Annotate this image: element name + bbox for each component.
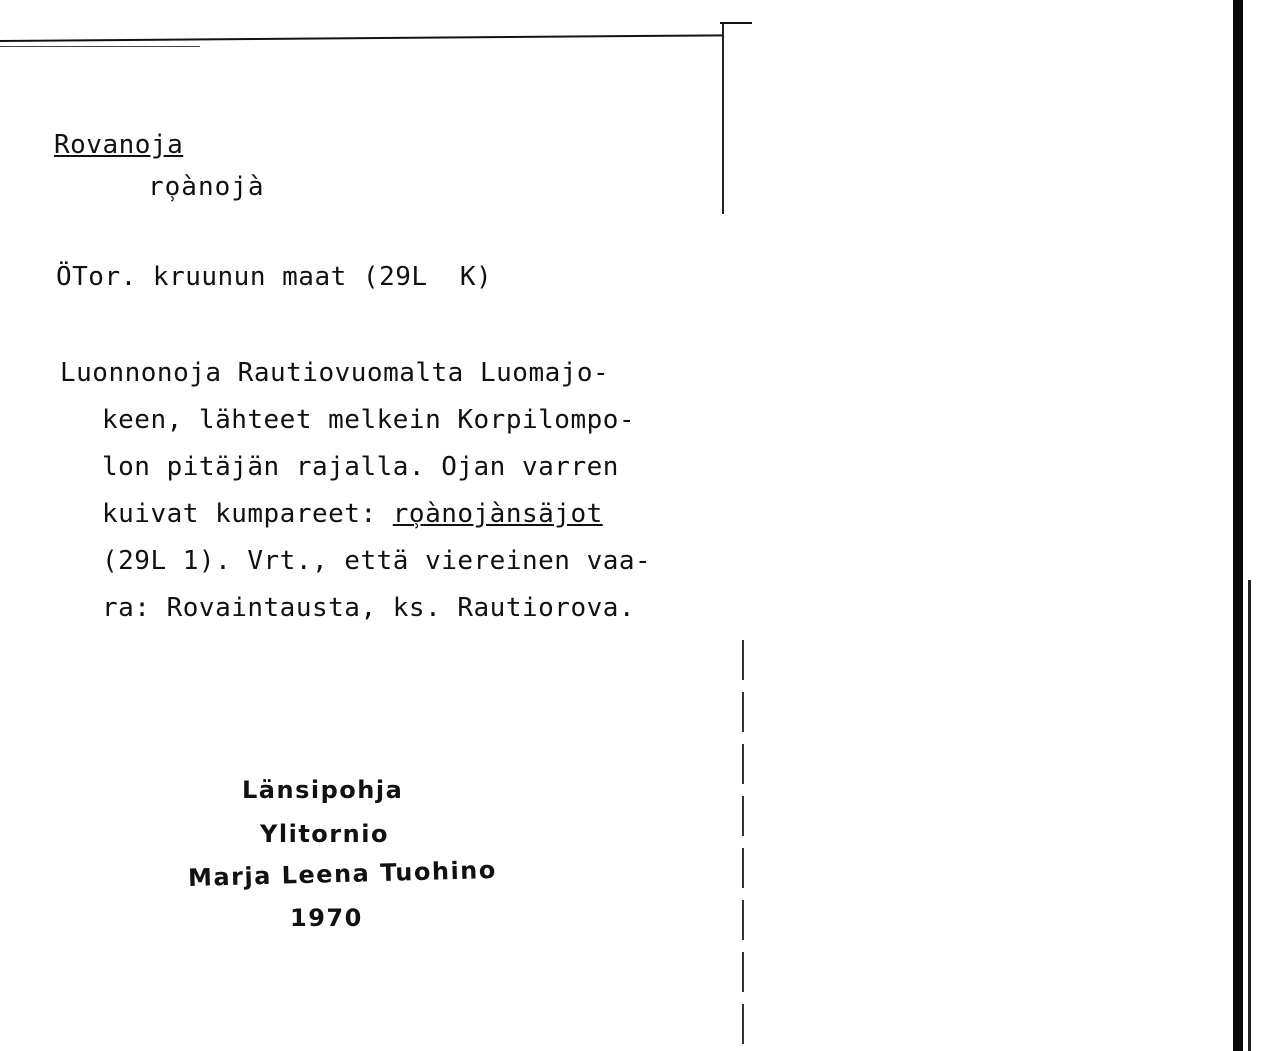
description-line: (29L 1). Vrt., että viereinen vaa-: [102, 546, 652, 576]
stamp-year: 1970: [290, 904, 363, 932]
description-text: kuivat kumpareet:: [102, 499, 393, 529]
location-line: ÖTor. kruunun maat (29L K): [56, 262, 493, 292]
scan-edge: [1233, 0, 1243, 1051]
card-border-top-faint: [0, 46, 200, 47]
stamp-parish: Ylitornio: [260, 820, 389, 848]
card-border-top: [0, 34, 724, 42]
description-line: Luonnonoja Rautiovuomalta Luomajo-: [60, 358, 610, 388]
underlined-term: ro̹ànojànsäjot: [392, 499, 603, 529]
description: [60, 350, 760, 632]
stamp-region: Länsipohja: [242, 776, 404, 804]
card-border-vertical: [722, 24, 724, 214]
stamp-collector: Marja Leena Tuohino: [187, 855, 498, 892]
description-line: ra: Rovaintausta, ks. Rautiorova.: [102, 593, 636, 623]
phonetic-transcription: ro̹ànojà: [148, 172, 265, 202]
description-line: lon pitäjän rajalla. Ojan varren: [102, 452, 619, 482]
scan-edge-secondary: [1248, 580, 1251, 1051]
card-border-vertical-lower: [742, 640, 744, 1050]
card-border-top-right: [720, 22, 752, 24]
headword: Rovanoja: [54, 130, 184, 160]
description-line: keen, lähteet melkein Korpilompo-: [102, 405, 636, 435]
description-line: [60, 491, 760, 538]
